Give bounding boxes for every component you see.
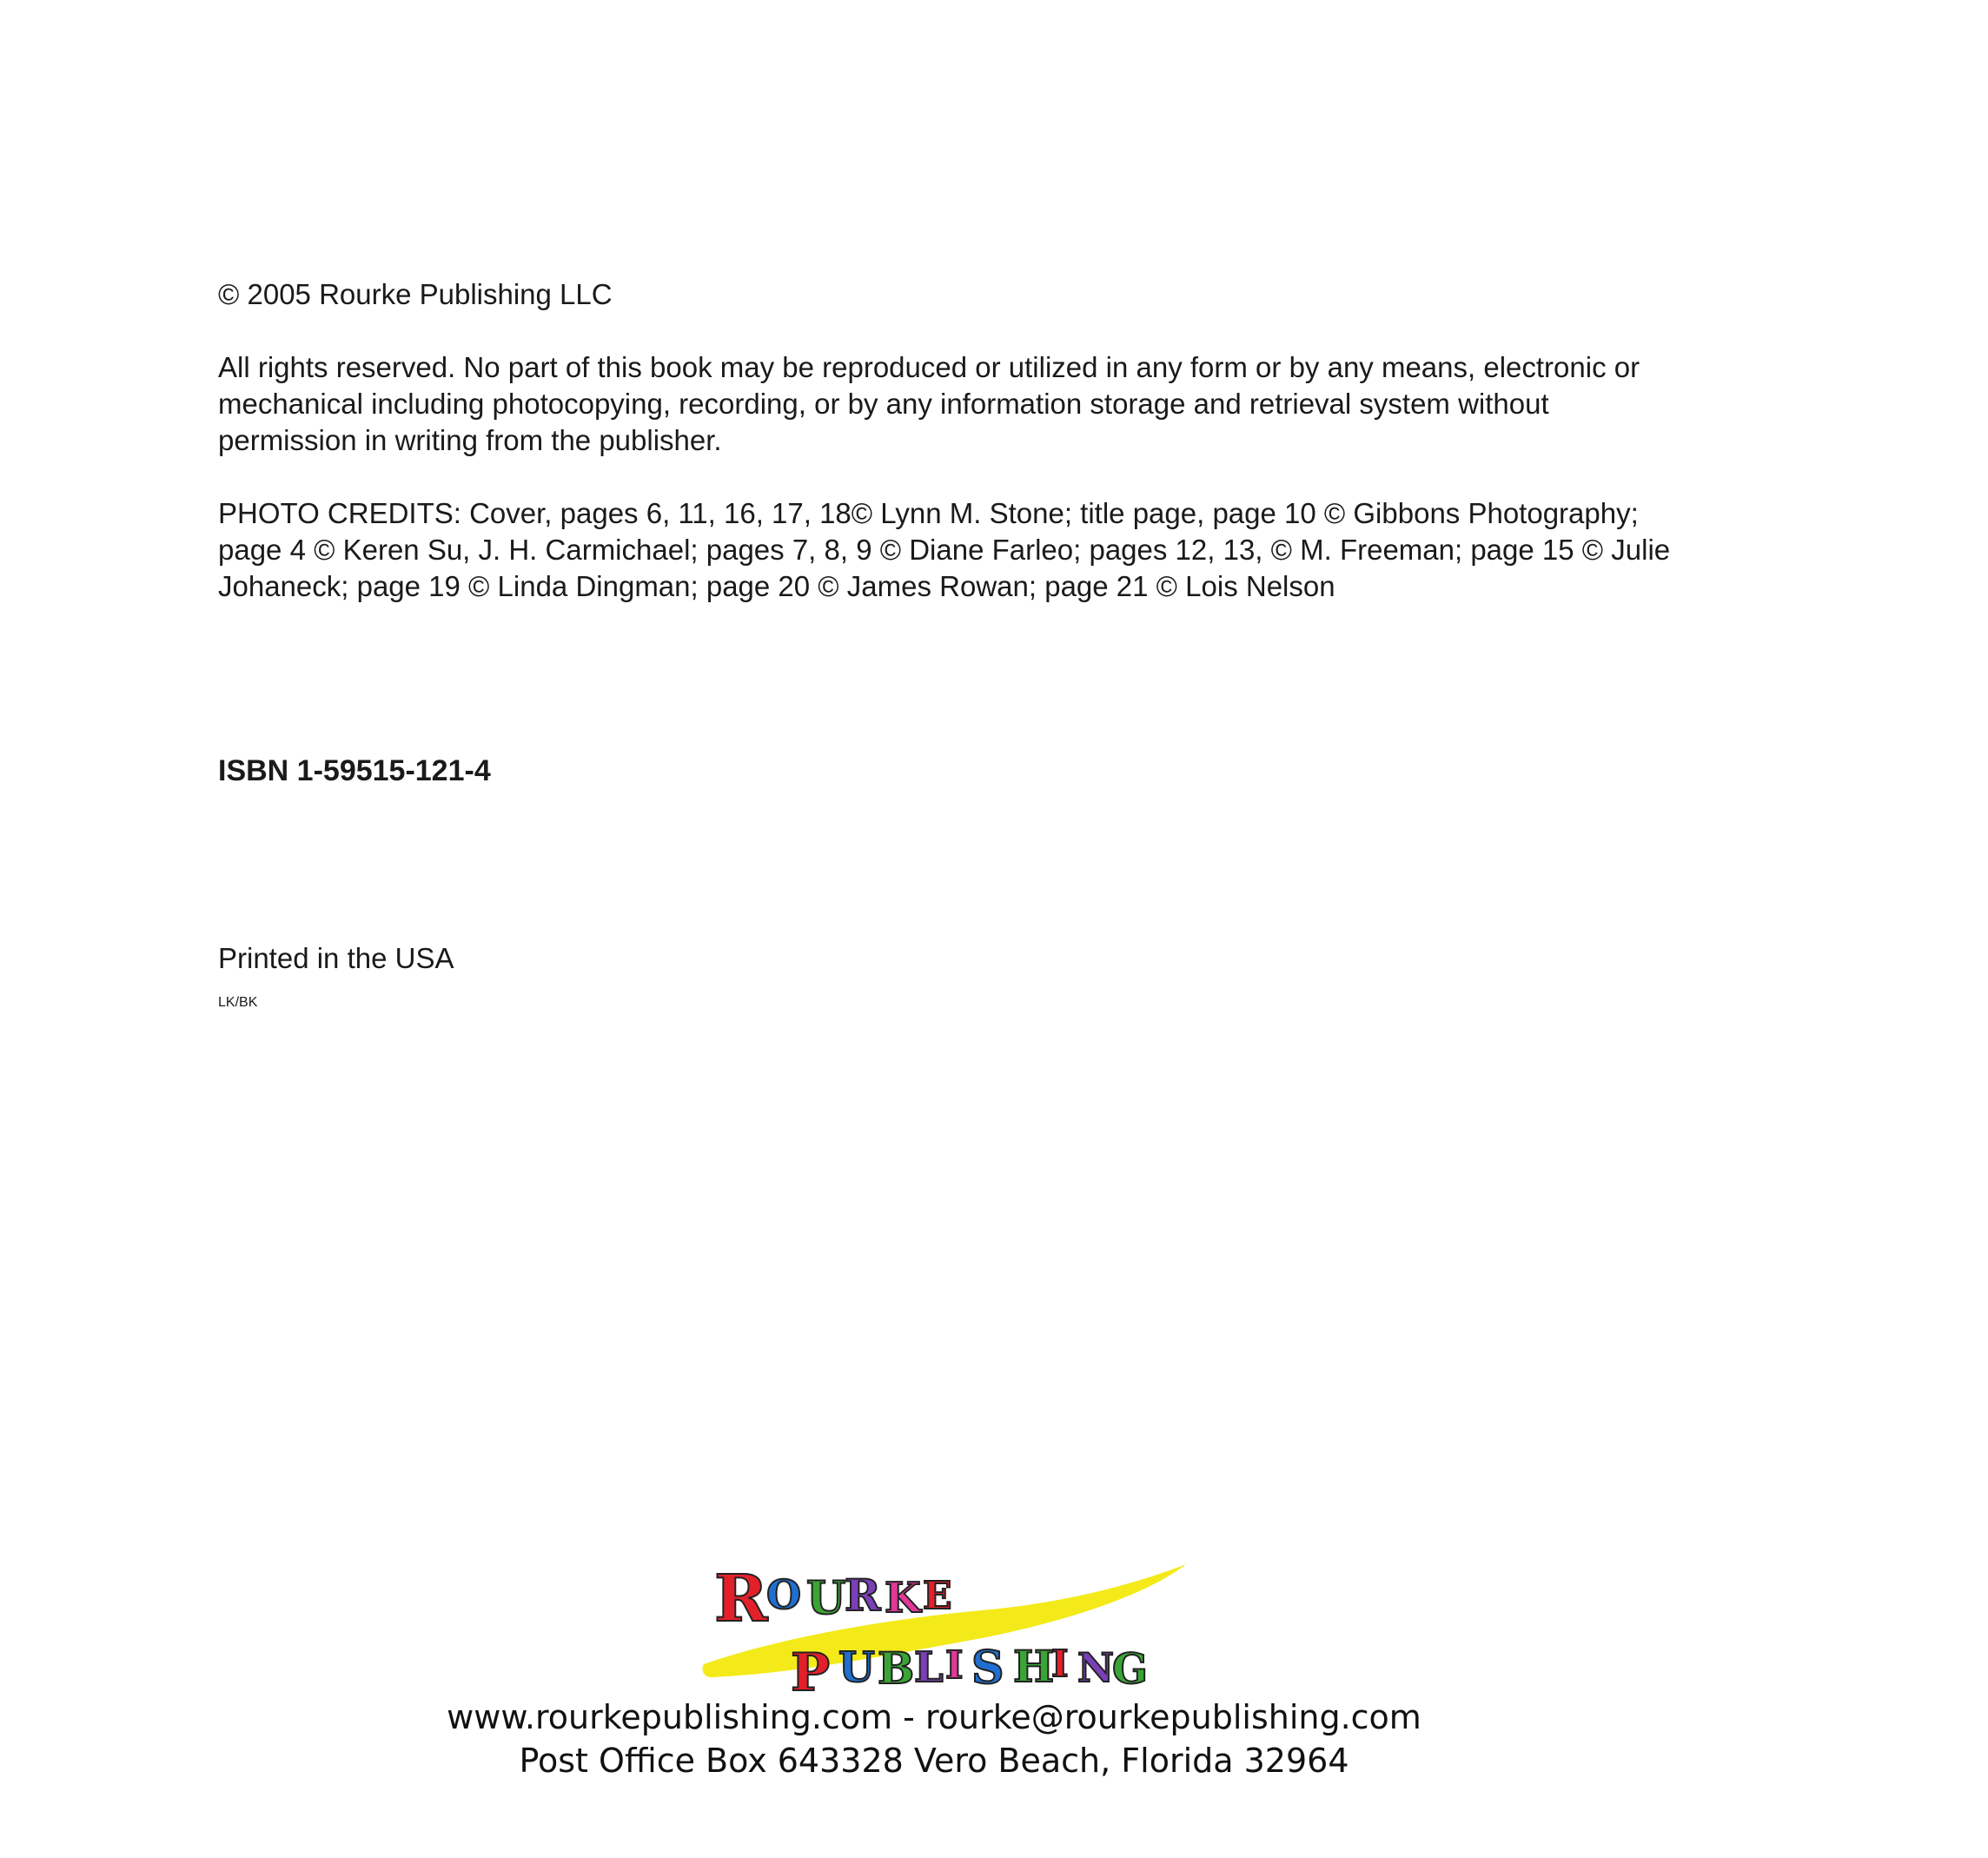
- photo-credits-line-1: PHOTO CREDITS: Cover, pages 6, 11, 16, 17, 18© Lynn M. Stone; title page, page 10 © Gibbons Photography;: [218, 497, 1639, 529]
- logo-letter: B: [878, 1642, 915, 1694]
- logo-letter: K: [885, 1574, 921, 1622]
- rights-line-1: All rights reserved. No part of this book may be reproduced or utilized in any form or by any means, electronic or: [218, 351, 1640, 383]
- rights-line-3: permission in writing from the publisher.: [218, 424, 722, 456]
- printer-code: LK/BK: [218, 995, 258, 1010]
- logo-letter: N: [1077, 1644, 1115, 1691]
- photo-credits-line-2: page 4 © Keren Su, J. H. Carmichael; pages 7, 8, 9 © Diane Farleo; pages 12, 13, © M. Freeman; page 15 © Julie: [218, 534, 1671, 566]
- logo-letter: P: [791, 1642, 831, 1703]
- isbn: ISBN 1-59515-121-4: [218, 754, 491, 787]
- copyright-block: [218, 276, 1713, 605]
- rourke-publishing-logo: [695, 1560, 1190, 1708]
- logo-letter: H: [1013, 1641, 1055, 1692]
- logo-letter: U: [806, 1572, 846, 1625]
- logo-letter: L: [914, 1643, 944, 1692]
- logo-letter: G: [1112, 1645, 1148, 1694]
- logo-letter: E: [923, 1574, 952, 1618]
- logo-letter: O: [766, 1571, 802, 1618]
- footer-address: Post Office Box 643328 Vero Beach, Florida 32964: [519, 1742, 1349, 1780]
- footer-web-email: www.rourkepublishing.com - rourke@rourkepublishing.com: [447, 1698, 1421, 1736]
- logo-letter: I: [1051, 1642, 1069, 1685]
- logo-letter: S: [971, 1642, 1004, 1695]
- photo-credits-line-3: Johaneck; page 19 © Linda Dingman; page 20 © James Rowan; page 21 © Lois Nelson: [218, 570, 1335, 602]
- printed-in: Printed in the USA: [218, 942, 454, 974]
- logo-letter: U: [838, 1643, 875, 1692]
- rights-line-2: mechanical including photocopying, recording, or by any information storage and retrieval system without: [218, 388, 1549, 420]
- logo-letter: I: [945, 1643, 964, 1688]
- logo-letter: R: [845, 1569, 881, 1621]
- logo-letter: R: [714, 1562, 768, 1636]
- copyright-line: © 2005 Rourke Publishing LLC: [218, 278, 613, 310]
